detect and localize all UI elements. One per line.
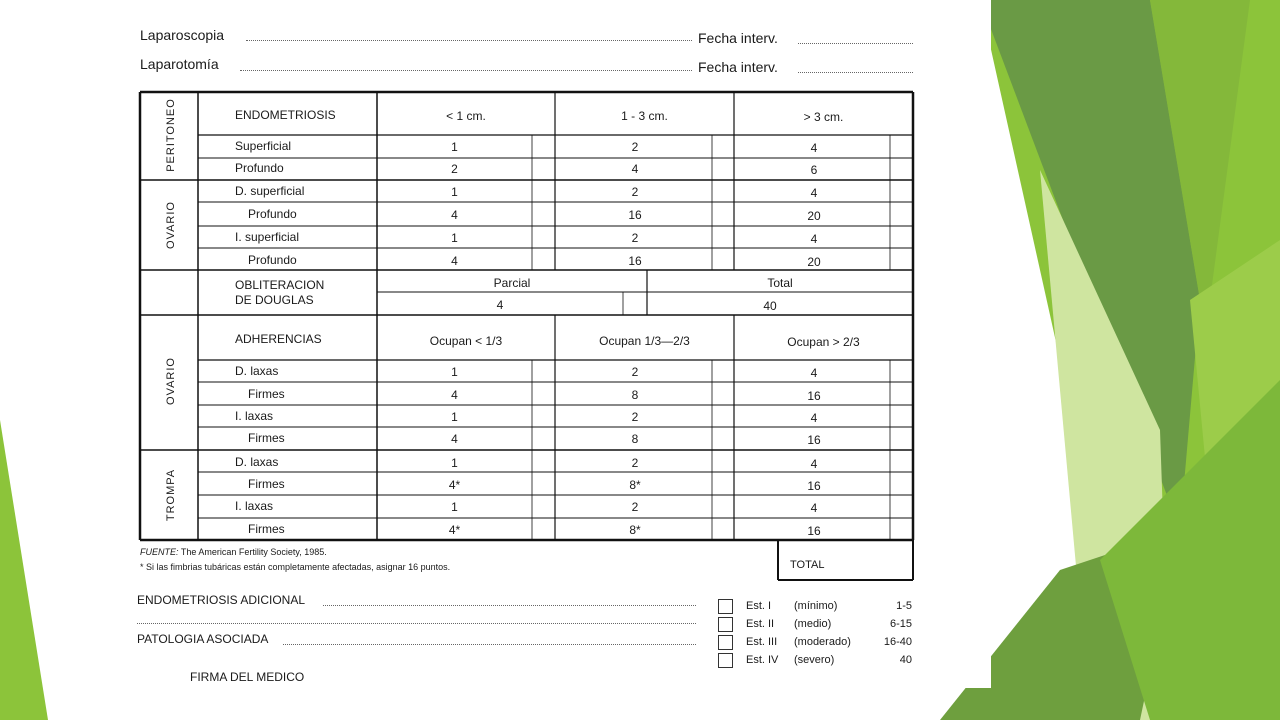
adherencias-row-label: Firmes: [248, 522, 285, 536]
stage-checkbox[interactable]: [718, 599, 733, 614]
adherencias-row-value-1: 4: [451, 432, 458, 446]
adherencias-row-label: I. laxas: [235, 499, 274, 513]
adherencias-row-value-1: 1: [451, 456, 458, 470]
endometriosis-adicional-label: ENDOMETRIOSIS ADICIONAL: [137, 593, 306, 607]
col-1-3cm: 1 - 3 cm.: [621, 109, 668, 123]
adherencias-row-value-1: 4: [451, 388, 458, 402]
stage-description: (moderado): [794, 636, 851, 648]
adherencias-row-value-1: 1: [451, 365, 458, 379]
adherencias-header: ADHERENCIAS: [235, 332, 322, 346]
adherencias-row-value-3: 16: [807, 389, 821, 403]
douglas-total-value: 40: [763, 299, 777, 313]
fecha-interv-label-1: Fecha interv.: [698, 30, 778, 46]
douglas-parcial-value: 4: [496, 298, 504, 312]
stage-name: Est. III: [746, 636, 778, 648]
patologia-asociada-field[interactable]: [283, 644, 696, 645]
endometriosis-row-value-1: 2: [451, 162, 458, 176]
endometriosis-row-value-3: 20: [807, 255, 821, 269]
stage-name: Est. IV: [746, 654, 779, 666]
adherencias-row-value-1: 4*: [448, 478, 461, 492]
endometriosis-row-value-2: 2: [631, 185, 639, 199]
adherencias-row-value-3: 4: [810, 411, 818, 425]
endometriosis-adicional-field[interactable]: [323, 605, 696, 606]
obliteracion-label: OBLITERACION: [235, 278, 325, 292]
stage-range: 16-40: [883, 636, 912, 648]
adherencias-row-value-3: 4: [810, 501, 818, 515]
stage-checkbox[interactable]: [718, 635, 733, 650]
adherencias-row-label: Firmes: [248, 477, 285, 491]
laparotomia-label: Laparotomía: [140, 56, 219, 72]
adherencias-row-value-3: 16: [807, 433, 821, 447]
fecha-interv-field-1[interactable]: [798, 43, 913, 44]
section-ovario-endometriosis: OVARIO: [165, 201, 177, 249]
endometriosis-row-label: D. superficial: [235, 184, 305, 198]
douglas-total-label: Total: [767, 276, 793, 290]
total-label: TOTAL: [790, 559, 825, 571]
endometriosis-row-label: Profundo: [248, 253, 297, 267]
adherencias-row-value-3: 4: [810, 366, 818, 380]
adherencias-row-label: Firmes: [248, 387, 285, 401]
col-ocupan-lt-1-3: Ocupan < 1/3: [429, 334, 503, 348]
endometriosis-row-value-3: 6: [810, 163, 818, 177]
fecha-interv-label-2: Fecha interv.: [698, 59, 778, 75]
adherencias-row-label: I. laxas: [235, 409, 274, 423]
adherencias-row-value-3: 4: [810, 457, 818, 471]
stage-description: (medio): [794, 618, 832, 630]
adherencias-row-value-1: 4*: [448, 523, 461, 537]
adherencias-row-value-2: 2: [631, 365, 639, 379]
douglas-parcial-label: Parcial: [493, 276, 531, 290]
endometriosis-row-value-3: 20: [807, 209, 821, 223]
endometriosis-row-label: Superficial: [235, 139, 292, 153]
adherencias-row-value-2: 8: [631, 388, 639, 402]
endometriosis-row-value-1: 4: [451, 254, 458, 268]
col-ocupan-gt-2-3: Ocupan > 2/3: [787, 335, 860, 349]
stage-range: 6-15: [889, 618, 912, 630]
adherencias-row-value-2: 8: [631, 432, 639, 446]
stage-range: 40: [899, 654, 912, 666]
stage-name: Est. II: [746, 618, 775, 630]
endometriosis-row-value-2: 4: [631, 162, 639, 176]
endometriosis-row-value-2: 16: [628, 254, 642, 268]
section-trompa: TROMPA: [165, 468, 177, 522]
endometriosis-row-value-1: 1: [451, 231, 458, 245]
endometriosis-row-value-1: 1: [451, 140, 458, 154]
col-gt-3cm: > 3 cm.: [803, 110, 844, 124]
col-ocupan-1-3-2-3: Ocupan 1/3—2/3: [599, 334, 690, 348]
laparoscopia-label: Laparoscopia: [140, 27, 225, 43]
endometriosis-row-value-1: 1: [451, 185, 458, 199]
endometriosis-row-value-3: 4: [810, 186, 818, 200]
stage-checkbox[interactable]: [718, 653, 733, 668]
asterisk-note: * Si las fimbrias tubáricas están completamente afectadas, asignar 16 puntos.: [140, 562, 451, 572]
douglas-label: DE DOUGLAS: [235, 293, 314, 307]
adherencias-row-value-2: 8*: [629, 523, 641, 537]
patologia-asociada-label: PATOLOGIA ASOCIADA: [137, 632, 269, 646]
endometriosis-row-value-2: 2: [631, 231, 639, 245]
stage-checkbox[interactable]: [718, 617, 733, 632]
endometriosis-row-label: Profundo: [235, 161, 284, 175]
laparotomia-field[interactable]: [240, 70, 692, 71]
endometriosis-row-value-3: 4: [810, 141, 818, 155]
col-lt-1cm: < 1 cm.: [446, 109, 486, 123]
fecha-interv-field-2[interactable]: [798, 72, 913, 73]
endometriosis-classification-form: [50, 0, 991, 688]
endometriosis-header: ENDOMETRIOSIS: [235, 108, 336, 122]
stage-description: (severo): [794, 654, 835, 666]
fuente-note: FUENTE: The American Fertility Society, 1985.: [140, 547, 327, 557]
stage-description: (mínimo): [794, 600, 838, 612]
endometriosis-row-value-3: 4: [810, 232, 818, 246]
adherencias-row-value-3: 16: [807, 524, 821, 538]
adherencias-row-value-2: 2: [631, 410, 639, 424]
section-ovario-adherencias: OVARIO: [165, 357, 177, 405]
adherencias-row-label: D. laxas: [235, 364, 279, 378]
adherencias-row-label: Firmes: [248, 431, 285, 445]
adherencias-row-value-3: 16: [807, 479, 821, 493]
stage-range: 1-5: [896, 600, 912, 612]
adherencias-row-value-2: 8*: [629, 478, 641, 492]
endometriosis-row-value-2: 2: [631, 140, 639, 154]
laparoscopia-field[interactable]: [246, 40, 692, 41]
endometriosis-adicional-field-2[interactable]: [137, 623, 696, 624]
section-peritoneo: PERITONEO: [165, 98, 177, 172]
firma-medico-label: FIRMA DEL MEDICO: [190, 670, 305, 684]
adherencias-row-label: D. laxas: [235, 455, 279, 469]
adherencias-row-value-1: 1: [451, 410, 458, 424]
endometriosis-row-label: Profundo: [248, 207, 297, 221]
adherencias-row-value-2: 2: [631, 500, 639, 514]
endometriosis-row-value-1: 4: [451, 208, 458, 222]
adherencias-row-value-1: 1: [451, 500, 458, 514]
endometriosis-row-label: I. superficial: [235, 230, 300, 244]
adherencias-row-value-2: 2: [631, 456, 639, 470]
stage-name: Est. I: [746, 600, 772, 612]
endometriosis-row-value-2: 16: [628, 208, 642, 222]
